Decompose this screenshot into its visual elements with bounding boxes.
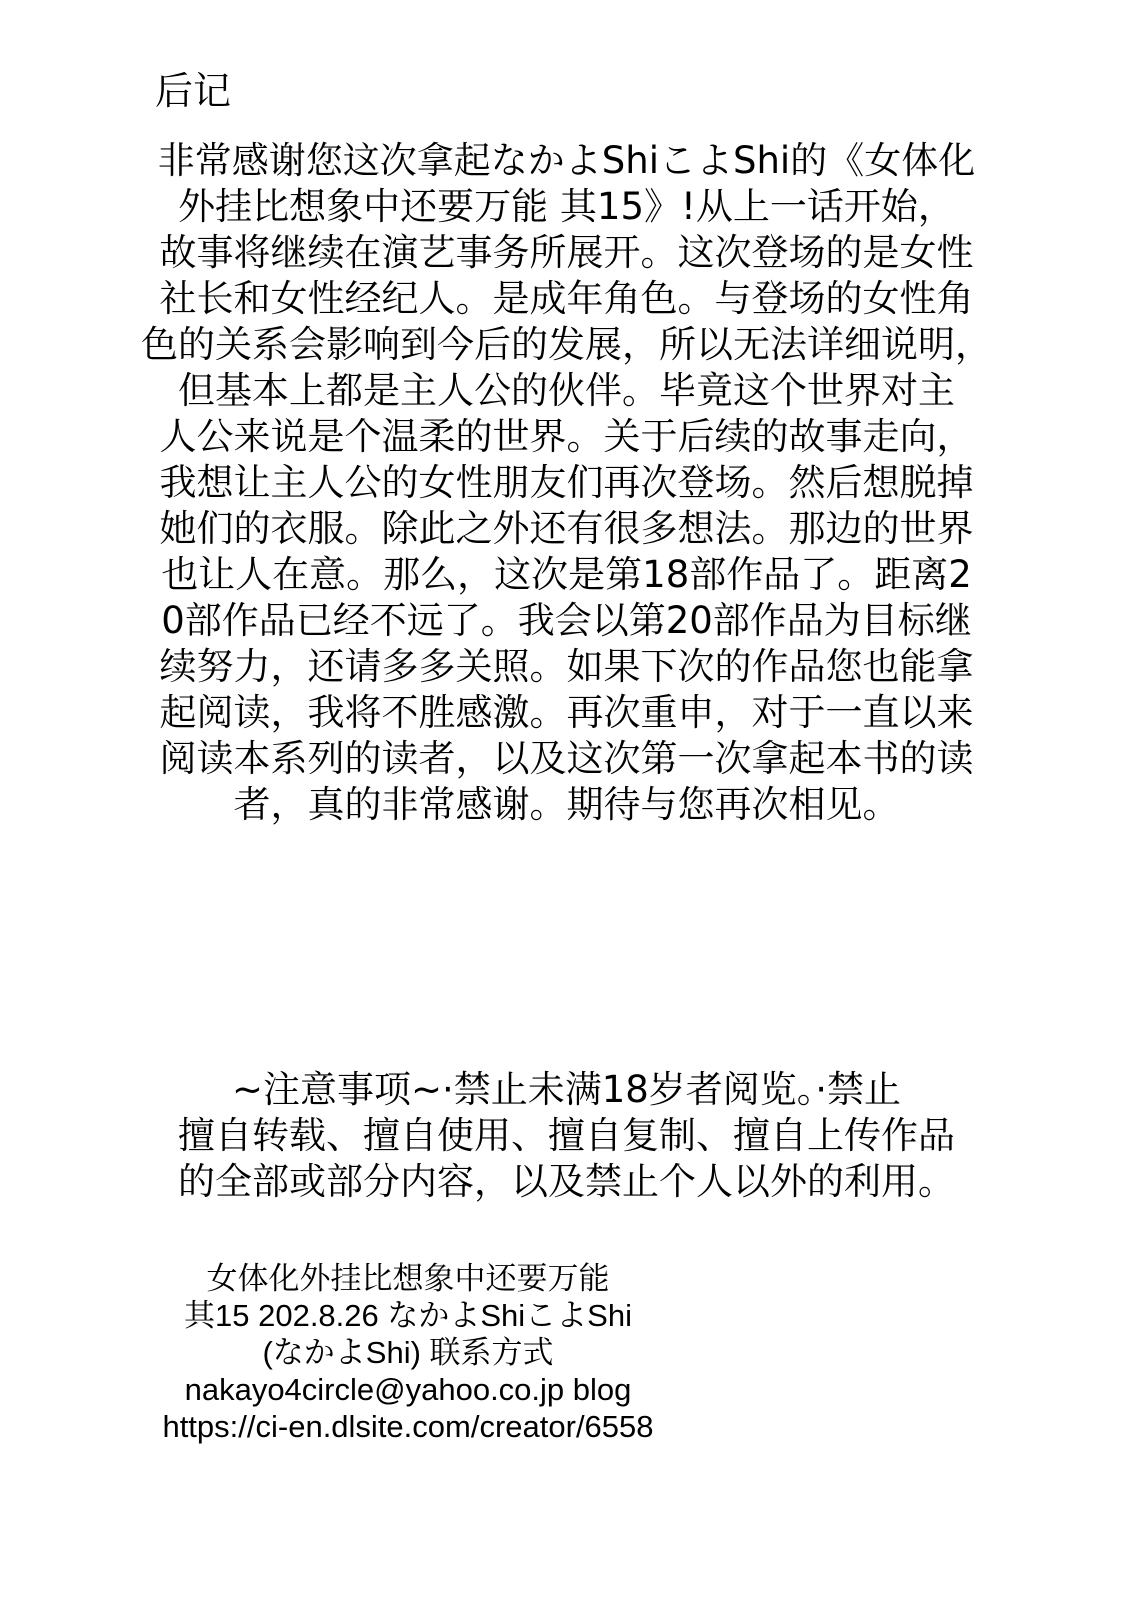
afterword-line: 色的关系会影响到今后的发展，所以无法详细说明， xyxy=(141,323,992,366)
afterword-line: 阅读本系列的读者，以及这次第一次拿起本书的读 xyxy=(159,737,974,780)
afterword-line: 0部作品已经不远了。我会以第20部作品为目标继 xyxy=(161,599,972,642)
afterword-line: 者，真的非常感谢。期待与您再次相见。 xyxy=(233,783,900,826)
afterword-line: 外挂比想象中还要万能 其15》!从上一话开始， xyxy=(178,185,955,228)
afterword-line: 也让人在意。那么，这次是第18部作品了。距离2 xyxy=(161,553,972,596)
afterword-line: 故事将继续在演艺事务所展开。这次登场的是女性 xyxy=(159,231,974,274)
afterword-line: 起阅读，我将不胜感激。再次重申，对于一直以来 xyxy=(159,691,974,734)
afterword-line: 人公来说是个温柔的世界。关于后续的故事走向， xyxy=(159,415,974,458)
afterword-line: 但基本上都是主人公的伙伴。毕竟这个世界对主 xyxy=(178,369,955,412)
afterword-line: 我想让主人公的女性朋友们再次登场。然后想脱掉 xyxy=(159,461,974,504)
afterword-line: 非常感谢您这次拿起なかよShiこよShi的《女体化 xyxy=(157,139,976,182)
afterword-line: 她们的衣服。除此之外还有很多想法。那边的世界 xyxy=(159,507,974,550)
colophon-line: 女体化外挂比想象中还要万能 xyxy=(206,1261,610,1296)
afterword-body xyxy=(60,138,1073,828)
notice-line: 的全部或部分内容，以及禁止个人以外的利用。 xyxy=(178,1160,955,1203)
colophon-url-line: https://ci-en.dlsite.com/creator/6558 xyxy=(162,1409,654,1444)
notice-block xyxy=(60,1067,1073,1205)
colophon-line: (なかよShi) 联系方式 xyxy=(262,1335,554,1370)
colophon-line: 其15 202.8.26 なかよShiこよShi xyxy=(184,1298,632,1333)
notice-line: 擅自转载、擅自使用、擅自复制、擅自上传作品 xyxy=(178,1114,955,1157)
afterword-title: 后记 xyxy=(155,69,232,113)
notice-line: ~注意事项~·禁止未满18岁者阅览。·禁止 xyxy=(231,1068,902,1111)
colophon xyxy=(100,1260,716,1445)
afterword-line: 社长和女性经纪人。是成年角色。与登场的女性角 xyxy=(159,277,974,320)
afterword-line: 续努力，还请多多关照。如果下次的作品您也能拿 xyxy=(159,645,974,688)
colophon-email-line: nakayo4circle@yahoo.co.jp blog xyxy=(184,1372,632,1407)
